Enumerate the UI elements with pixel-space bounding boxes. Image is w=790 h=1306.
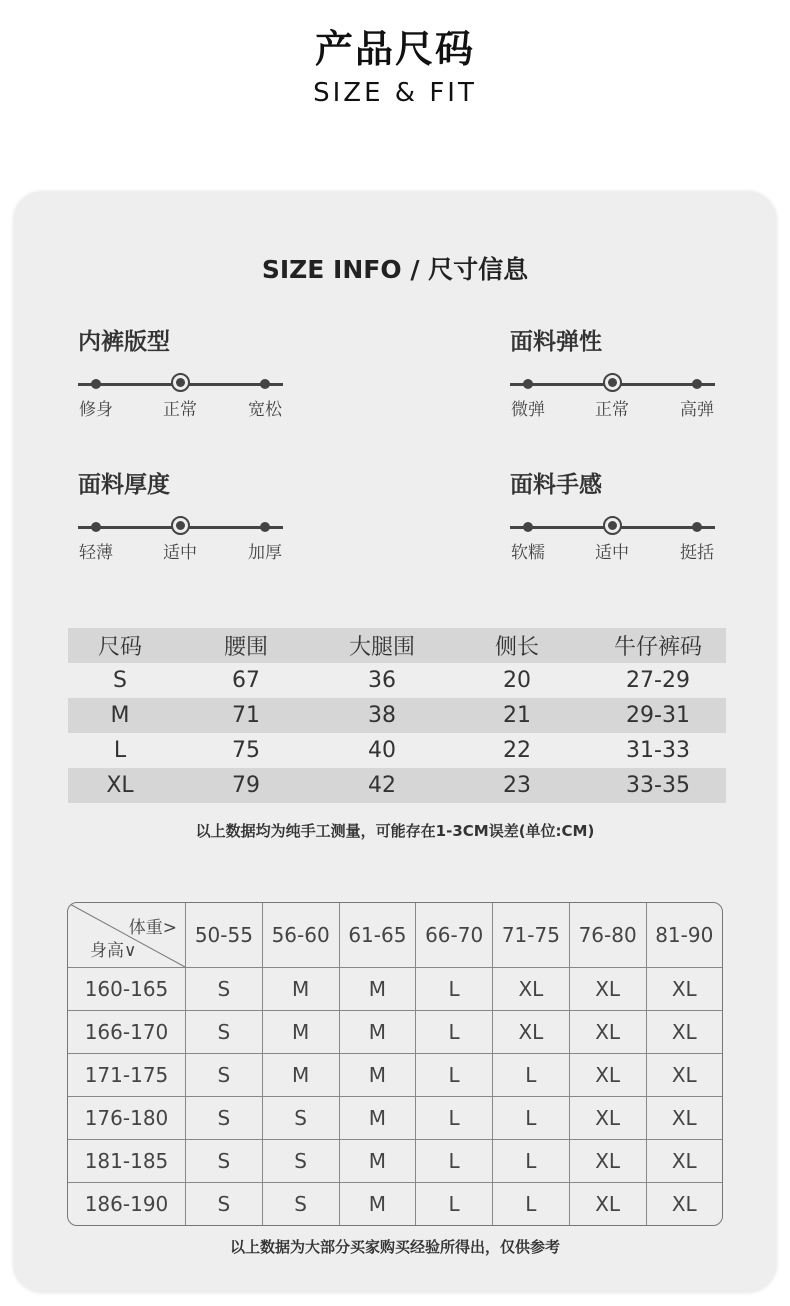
- header-size: 尺码: [97, 635, 142, 660]
- scale-option-label: 微弹: [511, 400, 545, 420]
- scale-option-label: 正常: [163, 400, 197, 420]
- attr-name-thickness: 面料厚度: [78, 472, 170, 498]
- table-cell: 79: [232, 773, 260, 798]
- height-axis-label: 身高∨: [90, 941, 137, 961]
- fit-cell: XL: [647, 1054, 723, 1097]
- fit-cell: XL: [671, 1192, 697, 1216]
- fit-cell: XL: [493, 1011, 570, 1054]
- fit-cell: M: [263, 1054, 340, 1097]
- section-title: SIZE INFO / 尺寸信息: [261, 255, 529, 284]
- scale-option-label: 修身: [79, 400, 113, 420]
- scale-dot: [523, 522, 533, 532]
- height-cell: 160-165: [68, 968, 186, 1011]
- scale-dot: [692, 522, 702, 532]
- table-row: [68, 698, 726, 733]
- fit-cell: XL: [570, 1054, 647, 1097]
- fit-cell: L: [493, 1183, 570, 1225]
- fit-cell: XL: [570, 1140, 647, 1183]
- table-cell: 36: [368, 668, 396, 693]
- fit-cell: M: [263, 1011, 340, 1054]
- table-cell: XL: [106, 773, 134, 798]
- fit-cell: L: [416, 1011, 493, 1054]
- table-row: [68, 768, 726, 803]
- fit-cell: XL: [647, 968, 723, 1011]
- fit-cell: M: [340, 1140, 417, 1183]
- fit-cell: S: [186, 968, 263, 1011]
- table-cell: 22: [503, 738, 531, 763]
- header-thigh: 大腿围: [348, 635, 415, 660]
- fit-cell: M: [340, 1097, 417, 1140]
- fit-cell: S: [186, 1097, 263, 1140]
- fit-row: [68, 968, 722, 1011]
- scale-option-label: 适中: [163, 543, 197, 563]
- scale-dot: [91, 379, 101, 389]
- scale-option-label: 轻薄: [79, 543, 113, 563]
- table-cell: 67: [232, 668, 260, 693]
- fit-cell: XL: [493, 968, 570, 1011]
- fit-cell: L: [416, 968, 493, 1011]
- table-cell: 29-31: [626, 703, 690, 728]
- fit-cell: S: [263, 1097, 340, 1140]
- attr-scale-elasticity: [510, 366, 715, 426]
- size-table-header: [68, 628, 726, 663]
- header-waist: 腰围: [223, 635, 268, 660]
- fit-cell: XL: [647, 1140, 723, 1183]
- scale-selected-marker: [171, 516, 190, 535]
- fit-cell: L: [416, 1054, 493, 1097]
- height-cell: 181-185: [68, 1140, 186, 1183]
- table-row: [68, 733, 726, 768]
- attr-name-hand-feel: 面料手感: [510, 472, 602, 498]
- weight-header: 71-75: [493, 903, 570, 968]
- table-cell: 38: [368, 703, 396, 728]
- table-cell: S: [113, 668, 127, 693]
- fit-cell: L: [416, 1140, 493, 1183]
- header-jeans-size: 牛仔裤码: [613, 635, 702, 660]
- fit-row: [68, 1011, 722, 1054]
- scale-option-label: 软糯: [511, 543, 545, 563]
- fit-cell: L: [493, 1054, 570, 1097]
- fit-cell: XL: [570, 968, 647, 1011]
- scale-dot: [692, 379, 702, 389]
- fit-row: [68, 1054, 722, 1097]
- scale-dot: [91, 522, 101, 532]
- table-cell: 21: [503, 703, 531, 728]
- table-cell: L: [113, 738, 127, 763]
- table-cell: M: [110, 703, 130, 728]
- fit-cell: S: [186, 1011, 263, 1054]
- fit-cell: XL: [570, 1183, 647, 1225]
- scale-option-label: 宽松: [248, 400, 282, 420]
- fit-cell: S: [186, 1183, 263, 1225]
- scale-option-label: 高弹: [680, 400, 714, 420]
- corner-cell: [68, 903, 186, 968]
- attr-name-fit: 内裤版型: [78, 329, 170, 355]
- scale-dot: [260, 379, 270, 389]
- scale-selected-marker: [171, 373, 190, 392]
- fit-cell: S: [186, 1054, 263, 1097]
- fit-row: [68, 1183, 722, 1225]
- fit-cell: L: [493, 1140, 570, 1183]
- size-measurement-table: [68, 628, 726, 803]
- fit-recommendation-table: [67, 902, 723, 1226]
- table-cell: 20: [503, 668, 531, 693]
- fit-cell: S: [263, 1183, 340, 1225]
- weight-header: 61-65: [340, 903, 417, 968]
- fit-cell: M: [340, 1183, 417, 1225]
- fit-cell: XL: [570, 1011, 647, 1054]
- fit-cell: M: [340, 968, 417, 1011]
- page-title: 产品尺码: [314, 27, 475, 71]
- fit-cell: XL: [647, 1097, 723, 1140]
- table-cell: 40: [368, 738, 396, 763]
- fit-cell: L: [416, 1097, 493, 1140]
- fit-cell: M: [263, 968, 340, 1011]
- weight-header: 76-80: [570, 903, 647, 968]
- height-cell: 166-170: [68, 1011, 186, 1054]
- fit-cell: XL: [570, 1097, 647, 1140]
- fit-table-header: [68, 903, 722, 968]
- attr-name-elasticity: 面料弹性: [510, 329, 602, 355]
- measurement-note: 以上数据均为纯手工测量，可能存在1-3CM误差(单位:CM): [195, 822, 595, 840]
- fit-cell: M: [340, 1011, 417, 1054]
- height-cell: 186-190: [68, 1183, 186, 1225]
- weight-axis-label: 体重>: [128, 918, 177, 938]
- scale-dot: [260, 522, 270, 532]
- attr-scale-fit: [78, 366, 283, 426]
- weight-header: 50-55: [186, 903, 263, 968]
- table-cell: 31-33: [626, 738, 690, 763]
- weight-header: 66-70: [416, 903, 493, 968]
- table-cell: 23: [503, 773, 531, 798]
- fit-cell: XL: [647, 1011, 723, 1054]
- table-row: [68, 663, 726, 698]
- attr-scale-hand-feel: [510, 509, 715, 569]
- page-subtitle: SIZE & FIT: [313, 78, 477, 108]
- fit-cell: S: [186, 1140, 263, 1183]
- height-cell: 176-180: [68, 1097, 186, 1140]
- table-cell: 71: [232, 703, 260, 728]
- table-cell: 33-35: [626, 773, 690, 798]
- table-cell: 42: [368, 773, 396, 798]
- fit-cell: L: [416, 1183, 493, 1225]
- scale-option-label: 适中: [595, 543, 629, 563]
- scale-dot: [523, 379, 533, 389]
- fit-cell: M: [340, 1054, 417, 1097]
- fit-row: [68, 1140, 722, 1183]
- fit-cell: L: [493, 1097, 570, 1140]
- scale-selected-marker: [603, 373, 622, 392]
- scale-option-label: 加厚: [248, 543, 282, 563]
- header-side-length: 侧长: [494, 635, 539, 660]
- weight-header: 81-90: [647, 903, 723, 968]
- scale-option-label: 挺括: [680, 543, 714, 563]
- attr-scale-thickness: [78, 509, 283, 569]
- fit-note: 以上数据为大部分买家购买经验所得出，仅供参考: [229, 1238, 560, 1256]
- scale-selected-marker: [603, 516, 622, 535]
- table-cell: 75: [232, 738, 260, 763]
- fit-row: [68, 1097, 722, 1140]
- table-cell: 27-29: [626, 668, 690, 693]
- fit-cell: S: [263, 1140, 340, 1183]
- weight-header: 56-60: [263, 903, 340, 968]
- scale-option-label: 正常: [595, 400, 629, 420]
- height-cell: 171-175: [68, 1054, 186, 1097]
